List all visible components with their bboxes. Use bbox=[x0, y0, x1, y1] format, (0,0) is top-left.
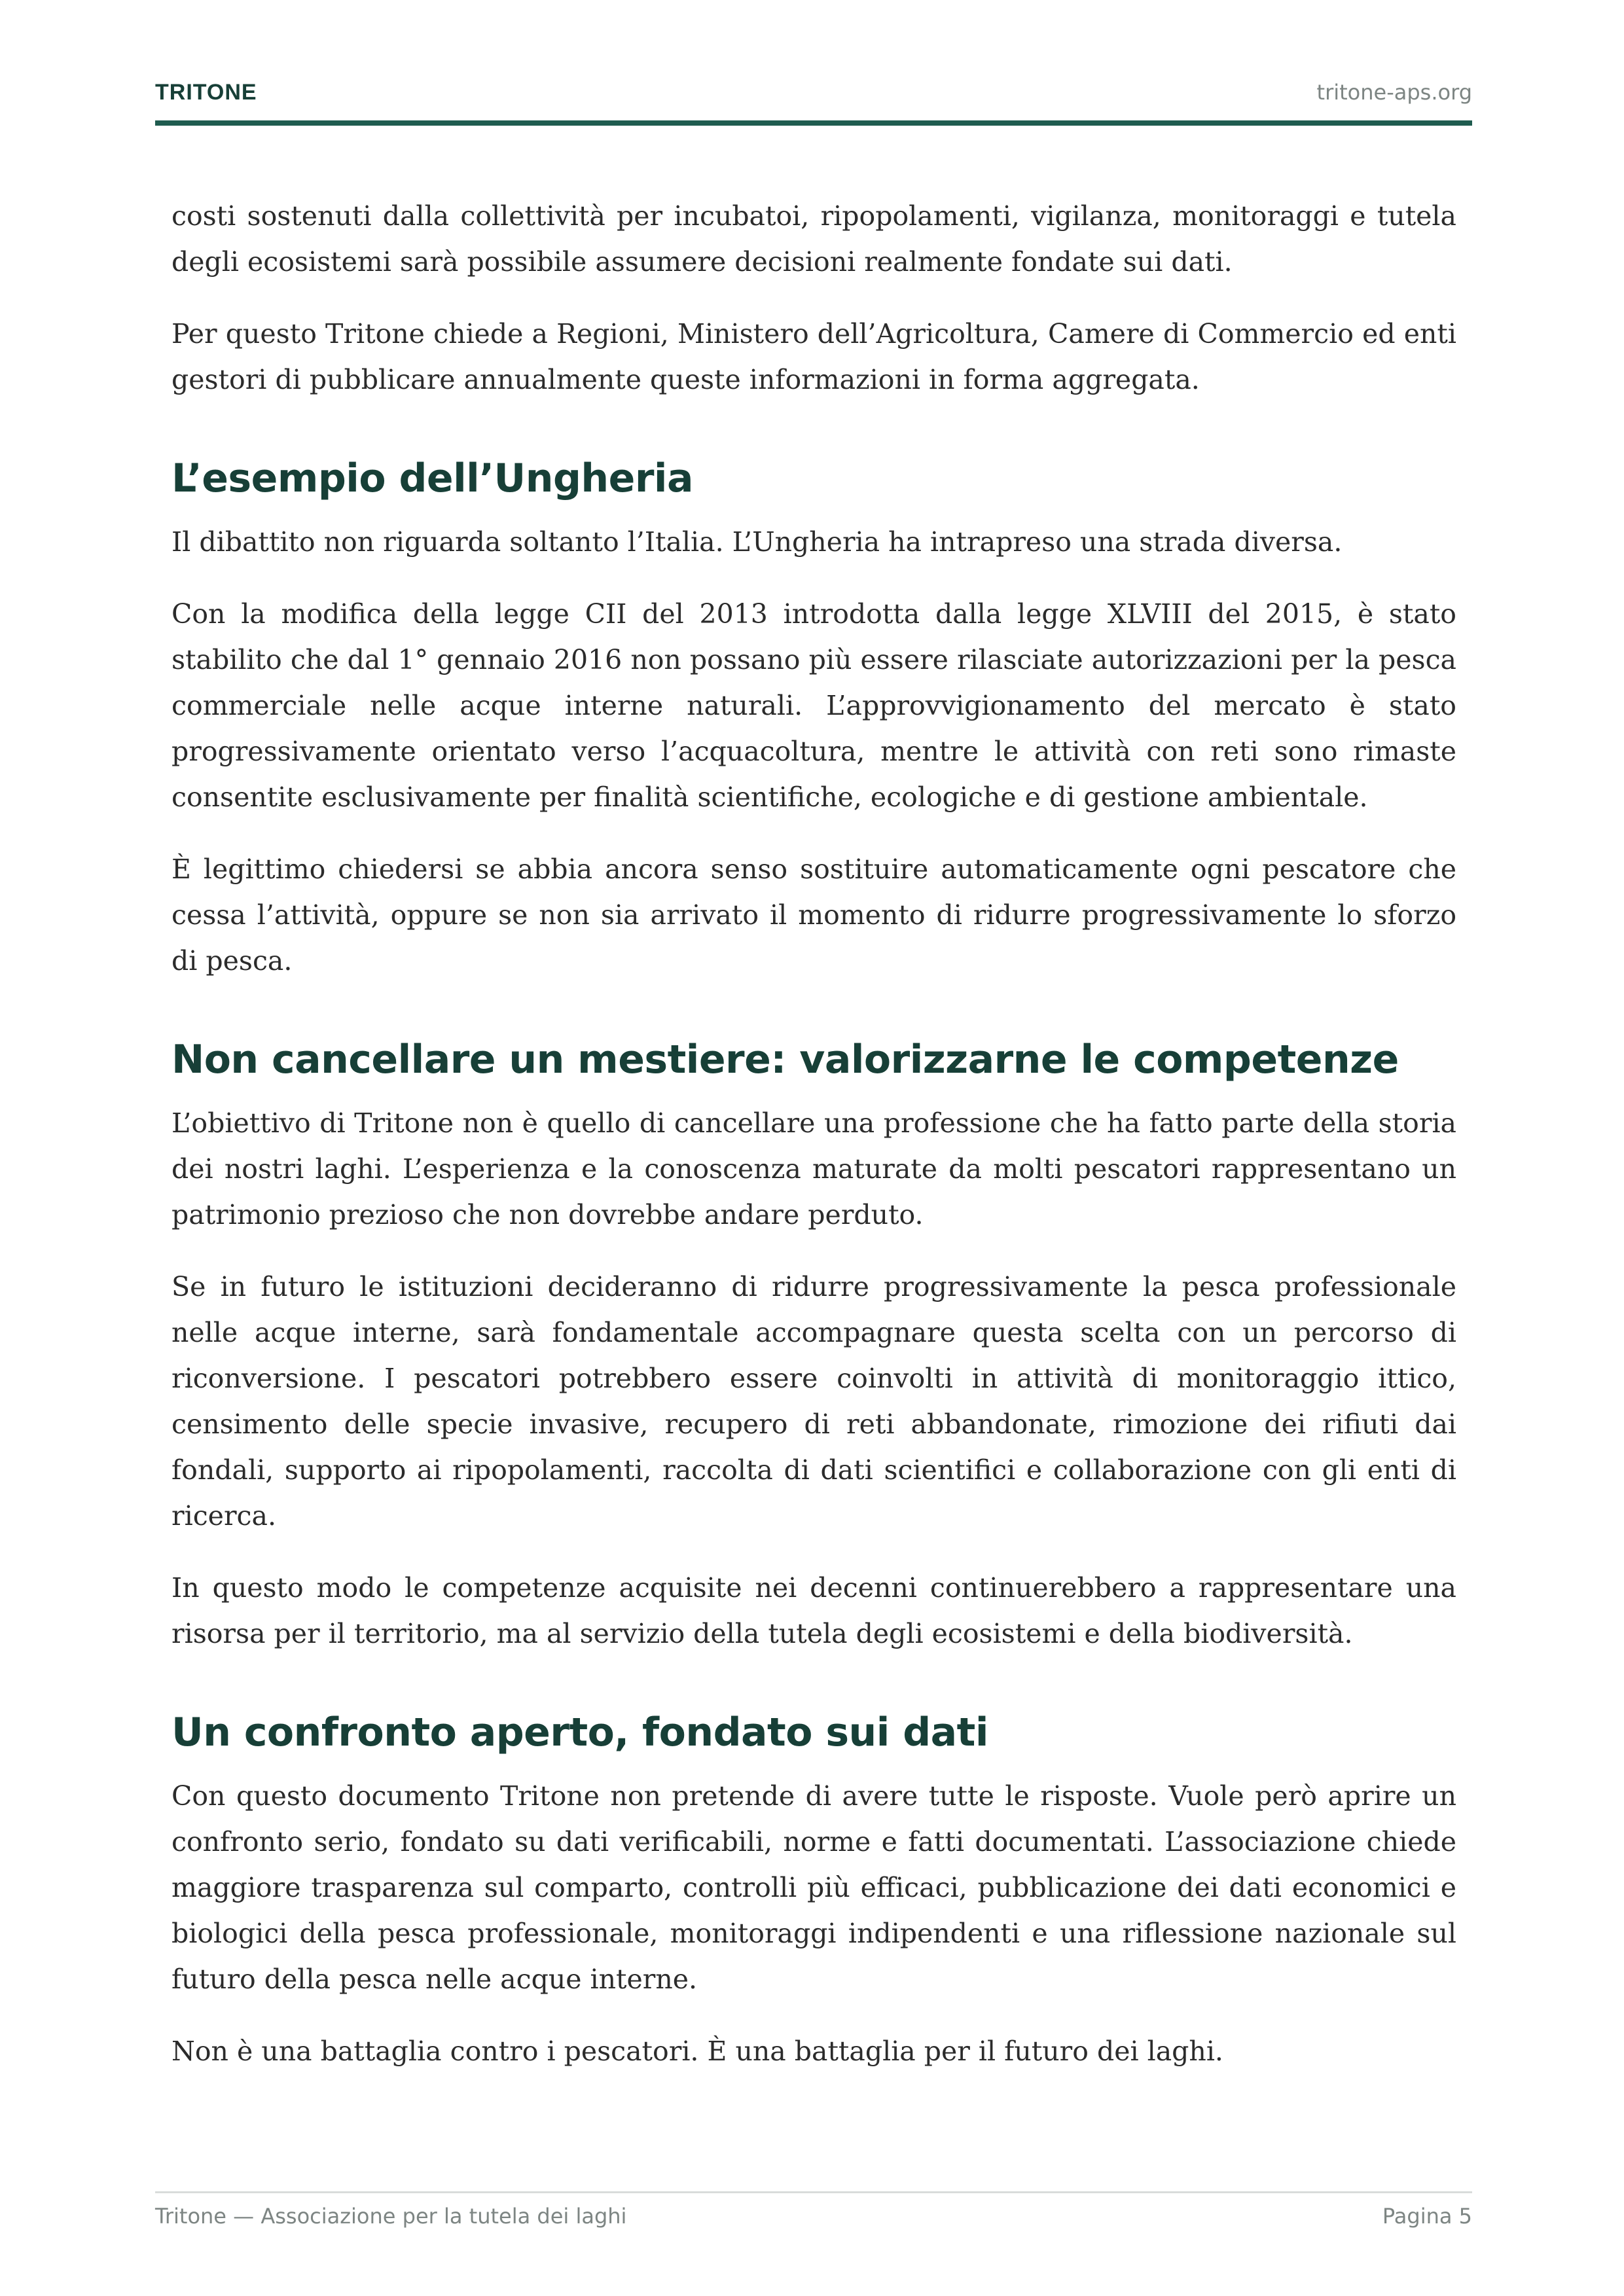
paragraph: Non è una battaglia contro i pescatori. È una battaglia per il futuro dei laghi. bbox=[171, 2036, 1223, 2067]
brand-name: TRITONE bbox=[155, 80, 257, 105]
paragraph: È legittimo chiedersi se abbia ancora senso sostituire automaticamente ogni pescatore che cessa l’attività, oppure se non sia arrivato il momento di ridurre progressivamente lo sforzo di pesca. bbox=[171, 853, 1456, 977]
page-content bbox=[171, 193, 1456, 2100]
page-footer bbox=[155, 2191, 1472, 2229]
section-heading-open-debate: Un confronto aperto, fondato sui dati bbox=[171, 1710, 988, 1755]
paragraph: Con questo documento Tritone non pretende di avere tutte le risposte. Vuole però aprire un confronto serio, fondato su dati verificabili, norme e fatti documentati. L’associazione chiede maggiore trasparenza sul comparto, controlli più efficaci, pubblicazione dei dati economici e biologici della pesca professionale, monitoraggi indipendenti e una riflessione nazionale sul futuro della pesca nelle acque interne. bbox=[171, 1780, 1456, 1995]
section-heading-hungary: L’esempio dell’Ungheria bbox=[171, 456, 693, 501]
page-header bbox=[155, 77, 1472, 126]
paragraph: Con la modifica della legge CII del 2013 introdotta dalla legge XLVIII del 2015, è stato stabilito che dal 1° gennaio 2016 non possano più essere rilasciate autorizzazioni per la pesca commerciale nelle acque interne naturali. L’approvvigionamento del mercato è stato progressivamente orientato verso l’acquacoltura, mentre le attività con reti sono rimaste consentite esclusivamente per finalità scientifiche, ecologiche e di gestione ambientale. bbox=[171, 598, 1456, 813]
paragraph: L’obiettivo di Tritone non è quello di cancellare una professione che ha fatto parte della storia dei nostri laghi. L’esperienza e la conoscenza maturate da molti pescatori rappresentano un patrimonio prezioso che non dovrebbe andare perduto. bbox=[171, 1107, 1456, 1230]
paragraph: Il dibattito non riguarda soltanto l’Italia. L’Ungheria ha intrapreso una strada diversa. bbox=[171, 526, 1343, 558]
paragraph: In questo modo le competenze acquisite nei decenni continuerebbero a rappresentare una risorsa per il territorio, ma al servizio della tutela degli ecosistemi e della biodiversità. bbox=[171, 1572, 1456, 1649]
paragraph: Per questo Tritone chiede a Regioni, Ministero dell’Agricoltura, Camere di Commercio ed enti gestori di pubblicare annualmente queste informazioni in forma aggregata. bbox=[171, 318, 1456, 395]
paragraph: costi sostenuti dalla collettività per incubatoi, ripopolamenti, vigilanza, monitoraggi e tutela degli ecosistemi sarà possibile assumere decisioni realmente fondate sui dati. bbox=[171, 200, 1456, 278]
site-url: tritone-aps.org bbox=[1316, 80, 1472, 105]
page-number: Pagina 5 bbox=[1382, 2204, 1472, 2229]
footer-association: Tritone — Associazione per la tutela dei laghi bbox=[155, 2204, 627, 2229]
paragraph: Se in futuro le istituzioni decideranno di ridurre progressivamente la pesca professionale nelle acque interne, sarà fondamentale accompagnare questa scelta con un percorso di riconversione. I pescatori potrebbero essere coinvolti in attività di monitoraggio ittico, censimento delle specie invasive, recupero di reti abbandonate, rimozione dei rifiuti dai fondali, supporto ai ripopolamenti, raccolta di dati scientifici e collaborazione con gli enti di ricerca. bbox=[171, 1271, 1456, 1532]
section-heading-skills: Non cancellare un mestiere: valorizzarne le competenze bbox=[171, 1037, 1399, 1083]
